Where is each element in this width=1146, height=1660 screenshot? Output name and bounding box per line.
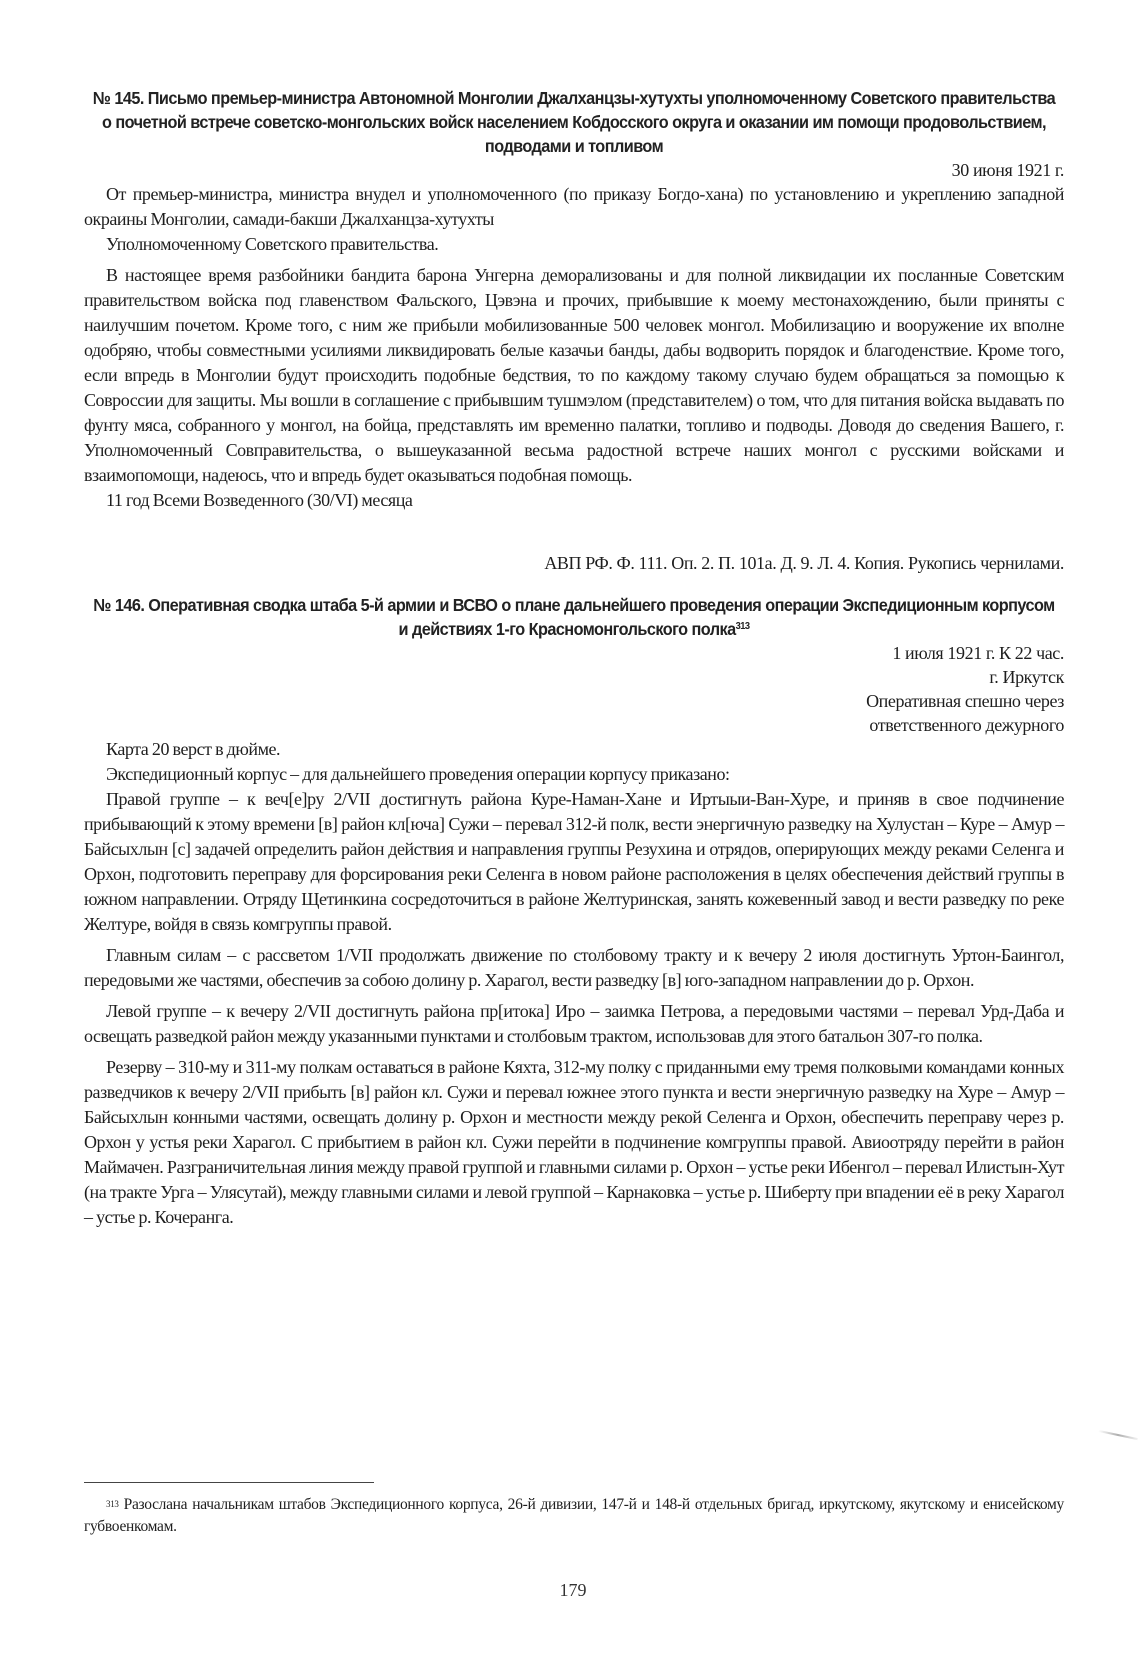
document-145-date: 30 июня 1921 г. <box>951 160 1064 180</box>
footnote-313-content <box>84 1494 1064 1538</box>
document-146-urgency-line-1: Оперативная спешно через <box>866 691 1064 711</box>
footnote-313 <box>84 1494 1064 1538</box>
page-body <box>84 86 1064 1230</box>
document-146-title <box>90 593 1057 641</box>
document-146-main-forces: Главным силам – с рассветом 1/VII продолжать движение по столбовому тракту и к вечеру 2 июля достигнуть Уртон-Баингол, передовыми же частями, обеспечив за собою долину р. Харагол, вести разведку [в] юго-западном направлении до р. Орхон. <box>84 945 1064 990</box>
document-145 <box>84 86 1064 575</box>
document-146-urgency-line-2: ответственного дежурного <box>869 715 1064 735</box>
page-number: 179 <box>559 1580 587 1600</box>
footnote-text: Разослана начальникам штабов Экспедиционного корпуса, 26-й дивизии, 147-й и 148-й отдельных бригад, иркутскому, якутскому и енисейскому губвоенкомам. <box>84 1496 1064 1535</box>
scan-artifact <box>1098 1430 1138 1440</box>
document-145-archive-source: АВП РФ. Ф. 111. Оп. 2. П. 101а. Д. 9. Л. 4. Копия. Рукопись чернилами. <box>544 553 1064 573</box>
document-146-left-group: Левой группе – к вечеру 2/VII достигнуть района пр[итока] Иро – заимка Петрова, а передовыми частями – перевал Урд-Даба и освещать разведкой район между указанными пунктами и столбовым трактом, использовав для этого батальон 307-го полка. <box>84 1001 1064 1046</box>
footnote-number: 313 <box>106 1499 119 1509</box>
document-146-title-text: № 146. Оперативная сводка штаба 5-й армии и ВСВО о плане дальнейшего проведения операции Экспедиционным корпусом и действиях 1-го Красномонгольского полка <box>93 595 1055 639</box>
footnote-divider <box>84 1482 374 1483</box>
document-145-title: № 145. Письмо премьер-министра Автономной Монголии Джалханцзы-хутухты уполномоченному Советского правительства о почетной встрече советско-монгольских войск населением Кобдосского округа и оказании им помощи продовольствием, подводами и топливом <box>92 88 1056 156</box>
document-145-closing-date: 11 год Всеми Возведенного (30/VI) месяца <box>106 490 413 510</box>
document-146 <box>84 593 1064 1230</box>
document-145-addressee: Уполномоченному Советского правительства. <box>106 234 439 254</box>
document-146-map-scale: Карта 20 верст в дюйме. <box>106 739 281 759</box>
footnote-reference-313[interactable]: 313 <box>735 621 750 632</box>
document-146-date-time: 1 июля 1921 г. К 22 час. <box>892 643 1064 663</box>
document-145-sender: От премьер-министра, министра внудел и уполномоченного (по приказу Богдо-хана) по установлению и укреплению западной окраины Монголии, самади-бакши Джалханцза-хутухты <box>84 184 1064 229</box>
document-146-reserve: Резерву – 310-му и 311-му полкам оставаться в районе Кяхта, 312-му полку с приданными ему тремя полковыми командами конных разведчиков к вечеру 2/VII прибыть [в] район кл. Сужи и перевал южнее этого пункта и вести энергичную разведку на Хуре – Амур – Байсыхлын конными частями, освещать долину р. Орхон и местности между рекой Селенга и Орхон, обеспечить переправу через р. Орхон у устья реки Харагол. С прибытием в район кл. Сужи перейти в подчинение комгруппы правой. Авиоотряду перейти в район Маймачен. Разграничительная линия между правой группой и главными силами р. Орхон – устье реки Ибенгол – перевал Илистын-Хут (на тракте Урга – Улясутай), между главными силами и левой группой – Карнаковка – устье р. Шиберту при впадении её в реку Харагол – устье р. Кочеранга. <box>84 1057 1064 1227</box>
document-146-place: г. Иркутск <box>989 667 1064 687</box>
document-145-body: В настоящее время разбойники бандита барона Унгерна деморализованы и для полной ликвидации их посланные Советским правительством войска под главенством Фальского, Цэвэна и прочих, прибывшие к моему местонахождению, были приняты с наилучшим почетом. Кроме того, с ним же прибыли мобилизованные 500 человек монгол. Мобилизацию и вооружение их вполне одобряю, чтобы совместными усилиями ликвидировать белые казачьи банды, дабы водворить порядок и благоденствие. Кроме того, если впредь в Монголии будут происходить подобные бедствия, то по каждому такому случаю будем обращаться за помощью к Совроссии для защиты. Мы вошли в соглашение с прибывшим тушмэлом (представителем) о том, что для питания войска выдавать по фунту мяса, собранного у монгол, на бойца, представлять им временно палатки, топливо и подводы. Доводя до сведения Вашего, г. Уполномоченный Совправительства, о вышеуказанной весьма радостной встрече наших монгол с русскими войсками и взаимопомощи, надеюсь, что и впредь будет оказываться подобная помощь. <box>84 265 1064 485</box>
document-146-right-group: Правой группе – к веч[е]ру 2/VII достигнуть района Куре-Наман-Хане и Иртыыи-Ван-Хуре, и приняв в свое подчинение прибывающий к этому времени [в] район кл[юча] Сужи – перевал 312-й полк, вести энергичную разведку на Хулустан – Куре – Амур – Байсыхлын [с] задачей определить район действия и направления группы Резухина и отрядов, оперирующих между реками Селенга и Орхон, подготовить переправу для форсирования реки Селенга в новом районе расположения в целях обеспечения действий группы в южном направлении. Отряду Щетинкина сосредоточиться в районе Желтуринская, занять кожевенный завод и вести разведку по реке Желтуре, войдя в связь комгруппы правой. <box>84 789 1064 934</box>
document-146-corps-order: Экспедиционный корпус – для дальнейшего проведения операции корпусу приказано: <box>106 764 730 784</box>
